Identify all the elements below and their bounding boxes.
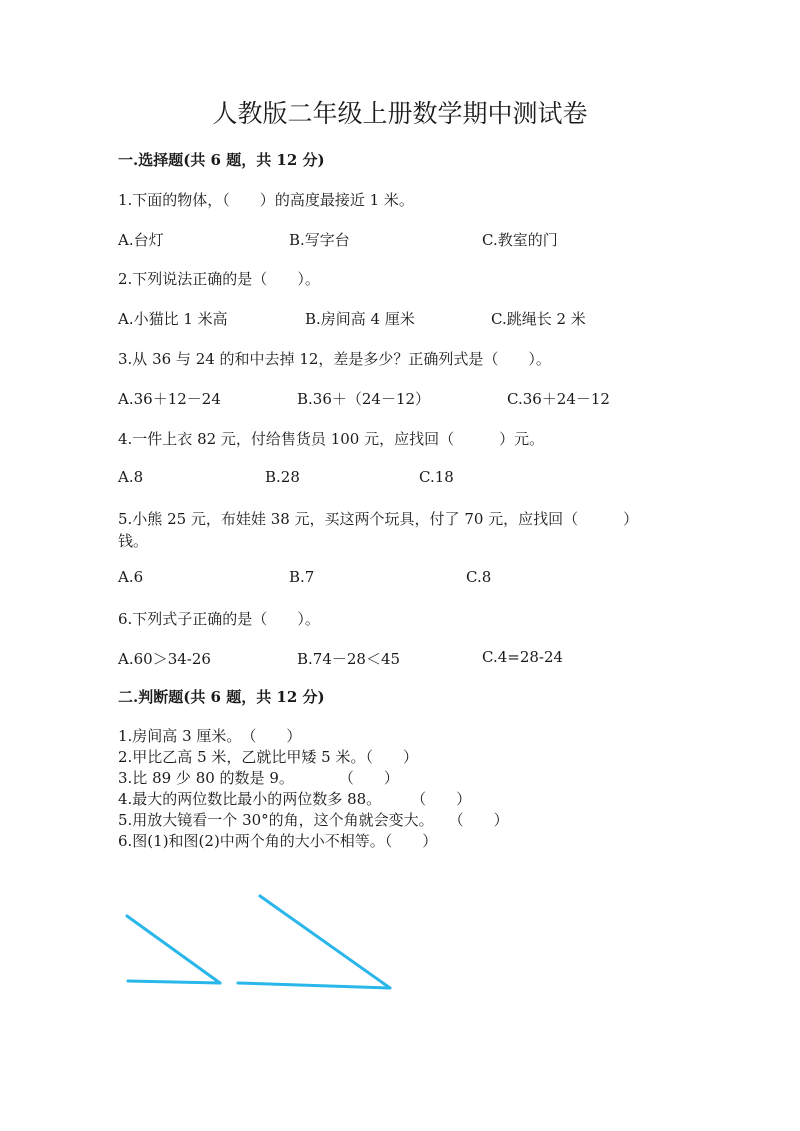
question-5: 5.小熊 25 元，布娃娃 38 元，买这两个玩具，付了 70 元，应找回（ ）: [118, 510, 639, 528]
q6-option-b: B.74－28＜45: [297, 650, 401, 668]
q4-option-a: A.8: [118, 468, 144, 486]
q5-option-a: A.6: [118, 568, 144, 586]
angle-2-base-ray: [238, 983, 390, 988]
question-4: 4.一件上衣 82 元，付给售货员 100 元，应找回（ ）元。: [118, 430, 545, 448]
q4-option-b: B.28: [265, 468, 300, 486]
q1-option-b: B.写字台: [289, 231, 350, 249]
q4-option-c: C.18: [419, 468, 454, 486]
angle-2: [238, 896, 390, 988]
q1-option-a: A.台灯: [118, 231, 164, 249]
q5-option-b: B.7: [289, 568, 315, 586]
question-5-continued: 钱。: [118, 532, 149, 550]
question-2: 2.下列说法正确的是（ ）。: [118, 270, 320, 288]
tf-item-4: 4.最大的两位数比最小的两位数多 88。 （ ）: [118, 790, 472, 808]
question-6: 6.下列式子正确的是（ ）。: [118, 610, 320, 628]
q5-option-c: C.8: [466, 568, 492, 586]
page-title: 人教版二年级上册数学期中测试卷: [212, 99, 588, 128]
question-1: 1.下面的物体，（ ）的高度最接近 1 米。: [118, 191, 414, 209]
tf-item-6: 6.图(1)和图(2)中两个角的大小不相等。（ ）: [118, 832, 438, 850]
section1-heading: 一.选择题(共 6 题，共 12 分): [118, 151, 325, 169]
angle-2-upper-ray: [260, 896, 390, 988]
tf-item-2: 2.甲比乙高 5 米，乙就比甲矮 5 米。（ ）: [118, 748, 418, 766]
question-3: 3.从 36 与 24 的和中去掉 12，差是多少？正确列式是（ ）。: [118, 350, 551, 368]
q6-option-a: A.60＞34-26: [118, 650, 211, 668]
tf-item-1: 1.房间高 3 厘米。 （ ）: [118, 727, 302, 745]
tf-item-5: 5.用放大镜看一个 30°的角，这个角就会变大。 （ ）: [118, 811, 509, 829]
q2-option-c: C.跳绳长 2 米: [491, 310, 586, 328]
angle-1-upper-ray: [127, 916, 220, 983]
q6-option-c: C.4=28-24: [482, 648, 564, 666]
q1-option-c: C.教室的门: [482, 231, 558, 249]
tf-item-3: 3.比 89 少 80 的数是 9。 （ ）: [118, 769, 399, 787]
q3-option-c: C.36＋24－12: [507, 390, 610, 408]
q3-option-b: B.36＋（24－12）: [297, 390, 431, 408]
angle-1: [127, 916, 220, 983]
q2-option-b: B.房间高 4 厘米: [305, 310, 415, 328]
angle-1-base-ray: [128, 981, 220, 983]
section2-heading: 二.判断题(共 6 题，共 12 分): [118, 688, 325, 706]
q2-option-a: A.小猫比 1 米高: [118, 310, 228, 328]
q3-option-a: A.36＋12－24: [118, 390, 221, 408]
